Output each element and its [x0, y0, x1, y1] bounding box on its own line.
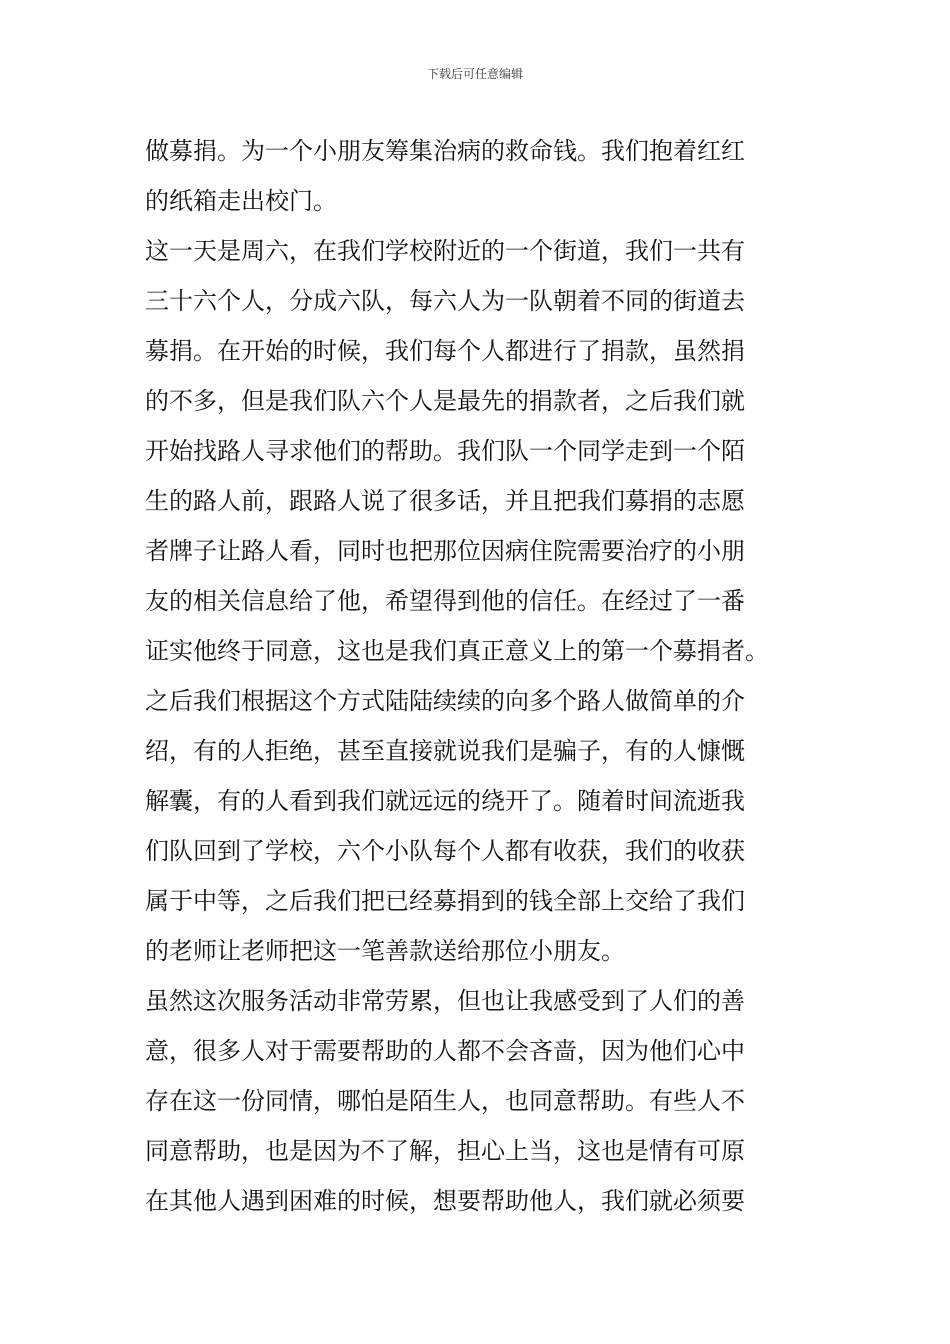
text-line: 们队回到了学校，六个小队每个人都有收获，我们的收获 [145, 837, 745, 865]
text-line: 虽然这次服务活动非常劳累，但也让我感受到了人们的善 [145, 987, 745, 1015]
text-line: 存在这一份同情，哪怕是陌生人，也同意帮助。有些人不 [145, 1087, 745, 1115]
body-text [145, 126, 810, 1226]
text-line: 做募捐。为一个小朋友筹集治病的救命钱。我们抱着红红 [145, 137, 745, 165]
text-line: 友的相关信息给了他，希望得到他的信任。在经过了一番 [145, 587, 745, 615]
text-line: 这一天是周六，在我们学校附近的一个街道，我们一共有 [145, 237, 745, 265]
text-line: 者牌子让路人看，同时也把那位因病住院需要治疗的小朋 [145, 537, 745, 565]
text-line: 生的路人前，跟路人说了很多话，并且把我们募捐的志愿 [145, 487, 745, 515]
text-line: 之后我们根据这个方式陆陆续续的向多个路人做简单的介 [145, 687, 745, 715]
text-line: 开始找路人寻求他们的帮助。我们队一个同学走到一个陌 [145, 437, 745, 465]
text-line: 募捐。在开始的时候，我们每个人都进行了捐款，虽然捐 [145, 337, 745, 365]
text-line: 解囊，有的人看到我们就远远的绕开了。随着时间流逝我 [145, 787, 745, 815]
text-line: 证实他终于同意，这也是我们真正意义上的第一个募捐者。 [145, 637, 769, 665]
text-line: 绍，有的人拒绝，甚至直接就说我们是骗子，有的人慷慨 [145, 737, 745, 765]
text-line: 属于中等，之后我们把已经募捐到的钱全部上交给了我们 [145, 887, 745, 915]
text-line: 三十六个人，分成六队，每六人为一队朝着不同的街道去 [145, 287, 745, 315]
text-line: 的纸箱走出校门。 [145, 187, 337, 215]
text-line: 意，很多人对于需要帮助的人都不会吝啬，因为他们心中 [145, 1037, 745, 1065]
page-header: 下载后可任意编辑 [426, 67, 523, 81]
text-line: 的不多，但是我们队六个人是最先的捐款者，之后我们就 [145, 387, 745, 415]
text-line: 在其他人遇到困难的时候，想要帮助他人，我们就必须要 [145, 1187, 745, 1215]
text-line: 同意帮助，也是因为不了解，担心上当，这也是情有可原 [145, 1137, 745, 1165]
text-line: 的老师让老师把这一笔善款送给那位小朋友。 [145, 937, 625, 965]
